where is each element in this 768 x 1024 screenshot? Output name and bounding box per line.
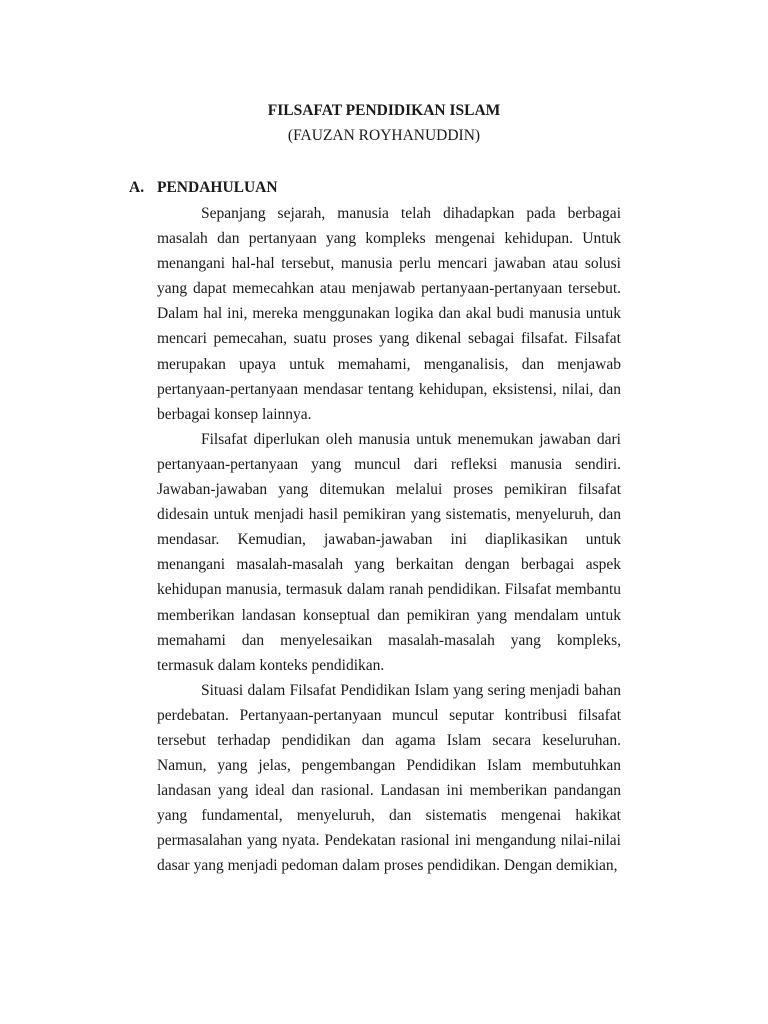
paragraph-2: Filsafat diperlukan oleh manusia untuk menemukan jawaban dari pertanyaan-pertanyaan yang muncul dari refleksi manusia sendiri. Jawaban-jawaban yang ditemukan melalui proses pemikiran filsafat didesain untuk menjadi hasil pemikiran yang sistematis, menyeluruh, dan mendasar. Kemudian, jawaban-jawaban ini diaplikasikan untuk menangani masalah-masalah yang berkaitan dengan berbagai aspek kehidupan manusia, termasuk dalam ranah pendidikan. Filsafat membantu memberikan landasan konseptual dan pemikiran yang mendalam untuk memahami dan menyelesaikan masalah-masalah yang kompleks, termasuk dalam konteks pendidikan.	[157, 430, 621, 674]
section-heading	[129, 178, 278, 198]
document-author: (FAUZAN ROYHANUDDIN)	[287, 127, 481, 144]
paragraph-3: Situasi dalam Filsafat Pendidikan Islam yang sering menjadi bahan perdebatan. Pertanyaan-pertanyaan muncul seputar kontribusi filsafat tersebut terhadap pendidikan dan agama Islam secara keseluruhan. Namun, yang jelas, pengembangan Pendidikan Islam membutuhkan landasan yang ideal dan rasional. Landasan ini memberikan pandangan yang fundamental, menyeluruh, dan sistematis mengenai hakikat permasalahan yang nyata. Pendekatan rasional ini mengandung nilai-nilai dasar yang menjadi pedoman dalam proses pendidikan. Dengan demikian,	[157, 681, 621, 875]
section-body	[157, 201, 621, 879]
section-title: PENDAHULUAN	[157, 179, 278, 196]
paragraph-1: Sepanjang sejarah, manusia telah dihadapkan pada berbagai masalah dan pertanyaan yang kompleks mengenai kehidupan. Untuk menangani hal-hal tersebut, manusia perlu mencari jawaban atau solusi yang dapat memecahkan atau menjawab pertanyaan-pertanyaan tersebut. Dalam hal ini, mereka menggunakan logika dan akal budi manusia untuk mencari pemecahan, suatu proses yang dikenal sebagai filsafat. Filsafat merupakan upaya untuk memahami, menganalisis, dan menjawab pertanyaan-pertanyaan mendasar tentang kehidupan, eksistensi, nilai, dan berbagai konsep lainnya.	[157, 205, 621, 423]
document-title: FILSAFAT PENDIDIKAN ISLAM	[267, 102, 501, 119]
section-number: A.	[129, 179, 145, 196]
